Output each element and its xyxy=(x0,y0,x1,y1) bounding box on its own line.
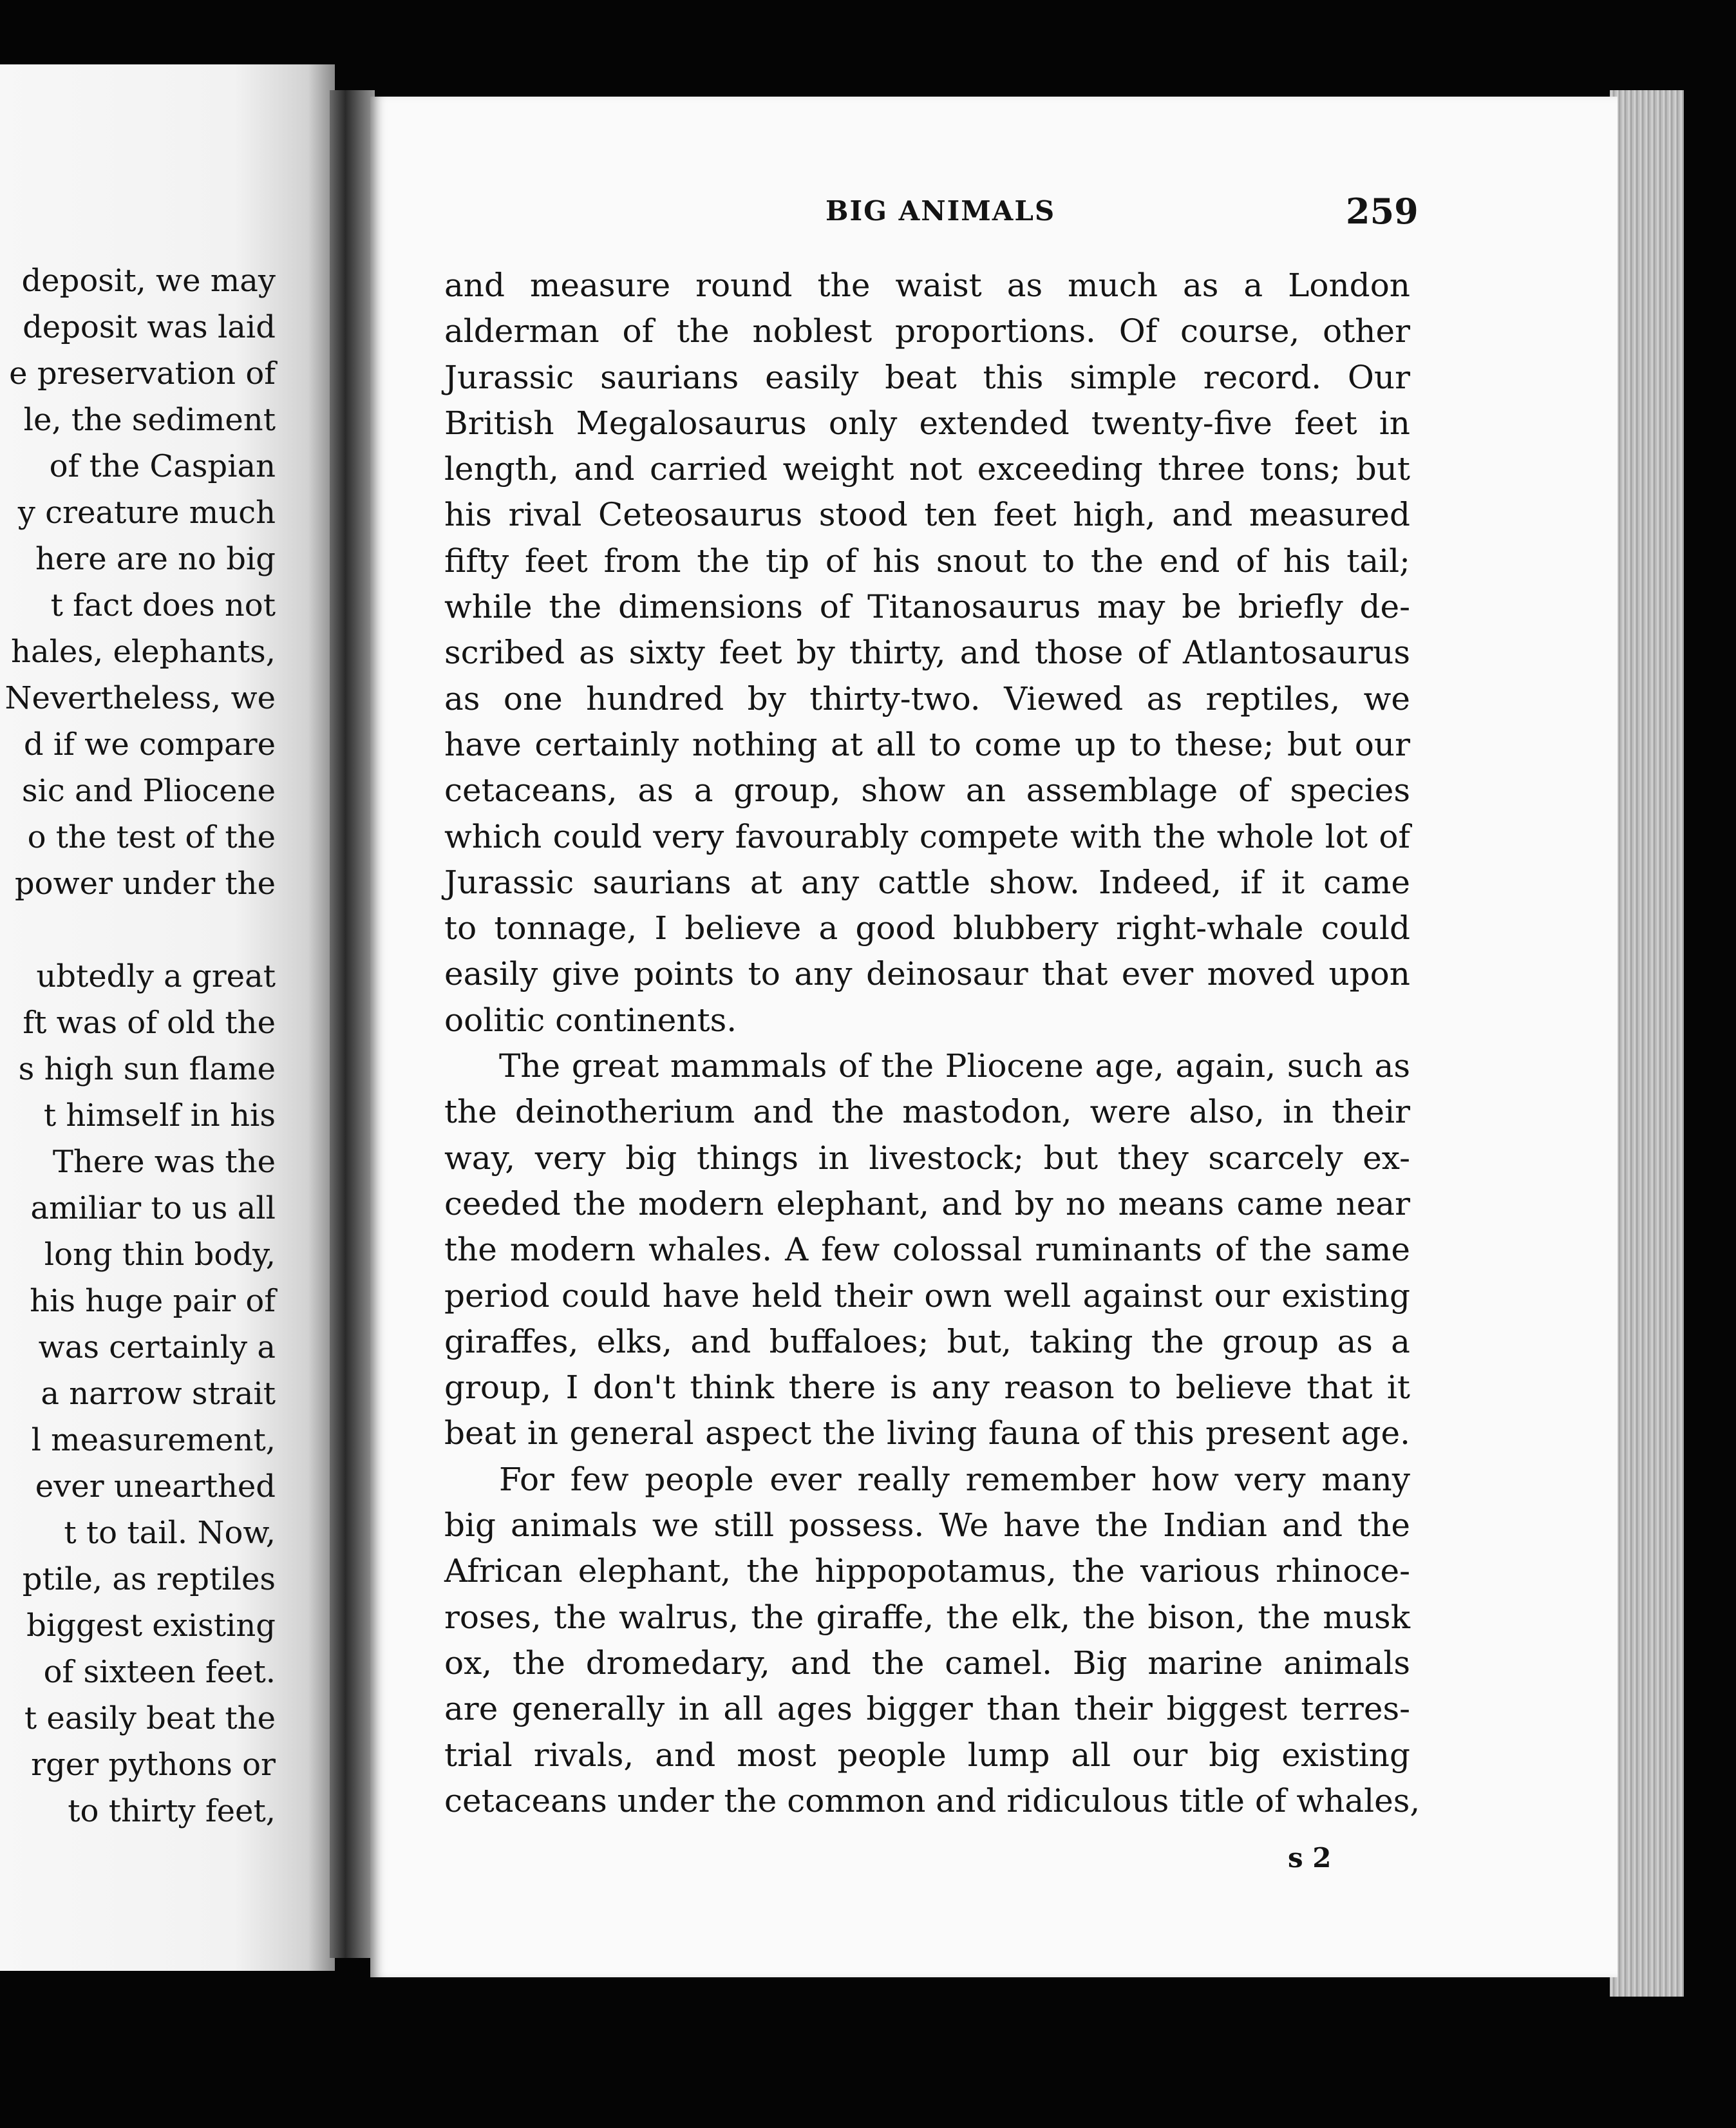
text-line: his rival Ceteosaurus stood ten feet high, and measured xyxy=(444,496,1410,534)
text-line: here are no big xyxy=(35,541,276,577)
text-line: ceeded the modern elephant, and by no means came near xyxy=(444,1184,1410,1222)
text-line: hales, elephants, xyxy=(11,634,276,670)
text-line: scribed as sixty feet by thirty, and those of Atlantosaurus xyxy=(444,634,1410,672)
text-line: Nevertheless, we xyxy=(5,680,276,716)
text-line: of sixteen feet. xyxy=(43,1654,276,1690)
text-line: giraffes, elks, and buffaloes; but, taking the group as a xyxy=(444,1322,1410,1360)
text-line: ubtedly a great xyxy=(36,958,276,994)
facing-page-text xyxy=(0,258,276,1834)
text-line: which could very favourably compete with the whole lot of xyxy=(444,817,1410,855)
text-line: t himself in his xyxy=(43,1097,276,1134)
text-line: For few people ever really remember how very many xyxy=(499,1460,1410,1498)
text-line: his huge pair of xyxy=(30,1283,276,1319)
text-line: easily give points to any deinosaur that ever moved upon xyxy=(444,955,1410,993)
text-line: s high sun flame xyxy=(18,1051,276,1087)
text-line: period could have held their own well against our existing xyxy=(444,1277,1410,1315)
signature-mark: s 2 xyxy=(1288,1842,1332,1874)
text-line: beat in general aspect the living fauna of this present age. xyxy=(444,1414,1410,1452)
text-line: d if we compare xyxy=(23,727,276,763)
text-line: l measurement, xyxy=(31,1422,276,1458)
text-line: British Megalosaurus only extended twenty-five feet in xyxy=(444,404,1410,442)
text-line: and measure round the waist as much as a London xyxy=(444,267,1410,304)
text-line: t to tail. Now, xyxy=(64,1515,276,1551)
text-line: oolitic continents. xyxy=(444,1001,737,1039)
paragraph-gap xyxy=(0,907,276,953)
text-line: to thirty feet, xyxy=(68,1793,276,1829)
text-line: t easily beat the xyxy=(24,1700,276,1736)
text-line: roses, the walrus, the giraffe, the elk, the bison, the musk xyxy=(444,1598,1410,1636)
text-line: rger pythons or xyxy=(31,1747,276,1783)
page-edges xyxy=(1610,90,1684,1997)
text-line: y creature much xyxy=(17,495,276,531)
text-line: Jurassic saurians at any cattle show. Indeed, if it came xyxy=(444,863,1410,901)
text-line: cetaceans, as a group, show an assemblage of species xyxy=(444,772,1410,810)
text-line: cetaceans under the common and ridiculous title of whales, xyxy=(444,1781,1420,1819)
text-line: big animals we still possess. We have the Indian and the xyxy=(444,1506,1410,1544)
text-line: deposit was laid xyxy=(23,309,276,345)
page-number: 259 xyxy=(1346,191,1419,232)
text-line: deposit, we may xyxy=(21,263,276,299)
text-line: e preservation of xyxy=(9,356,276,392)
text-line: as one hundred by thirty-two. Viewed as reptiles, we xyxy=(444,679,1410,717)
text-line: of the Caspian xyxy=(49,448,276,484)
text-line: the modern whales. A few colossal ruminants of the same xyxy=(444,1231,1410,1269)
text-line: ox, the dromedary, and the camel. Big marine animals xyxy=(444,1644,1410,1682)
text-line: ptile, as reptiles xyxy=(22,1561,276,1597)
text-line: group, I don't think there is any reason to believe that it xyxy=(444,1369,1410,1407)
text-line: while the dimensions of Titanosaurus may be briefly de- xyxy=(444,588,1410,626)
text-line: way, very big things in livestock; but they scarcely ex- xyxy=(444,1139,1410,1177)
text-line: t fact does not xyxy=(50,587,276,623)
text-line: trial rivals, and most people lump all our big existing xyxy=(444,1736,1410,1774)
text-line: ft was of old the xyxy=(23,1005,276,1041)
text-line: biggest existing xyxy=(26,1608,276,1644)
text-line: o the test of the xyxy=(27,819,276,855)
text-line: have certainly nothing at all to come up to these; but our xyxy=(444,725,1410,763)
page-body-text xyxy=(444,263,1420,1824)
text-line: a narrow strait xyxy=(41,1376,276,1412)
text-line: African elephant, the hippopotamus, the various rhinoce- xyxy=(444,1552,1410,1590)
text-line: to tonnage, I believe a good blubbery right-whale could xyxy=(444,909,1410,947)
text-line: amiliar to us all xyxy=(30,1190,276,1226)
running-header: BIG ANIMALS xyxy=(826,195,1056,227)
text-line: Jurassic saurians easily beat this simple record. Our xyxy=(444,358,1410,396)
text-line: power under the xyxy=(14,866,276,902)
text-line: sic and Pliocene xyxy=(21,773,276,809)
text-line: There was the xyxy=(52,1144,276,1180)
book-gutter xyxy=(330,90,375,1958)
text-line: alderman of the noblest proportions. Of course, other xyxy=(444,312,1410,350)
text-line: fifty feet from the tip of his snout to the end of his tail; xyxy=(444,542,1410,580)
text-line: long thin body, xyxy=(44,1237,276,1273)
text-line: The great mammals of the Pliocene age, again, such as xyxy=(499,1047,1410,1085)
text-line: was certainly a xyxy=(38,1329,276,1365)
text-line: le, the sediment xyxy=(23,402,276,438)
text-line: ever unearthed xyxy=(35,1468,276,1505)
text-line: the deinotherium and the mastodon, were also, in their xyxy=(444,1093,1410,1131)
text-line: length, and carried weight not exceeding three tons; but xyxy=(444,450,1410,488)
text-line: are generally in all ages bigger than their biggest terres- xyxy=(444,1690,1410,1728)
facing-page-left xyxy=(0,64,335,1971)
